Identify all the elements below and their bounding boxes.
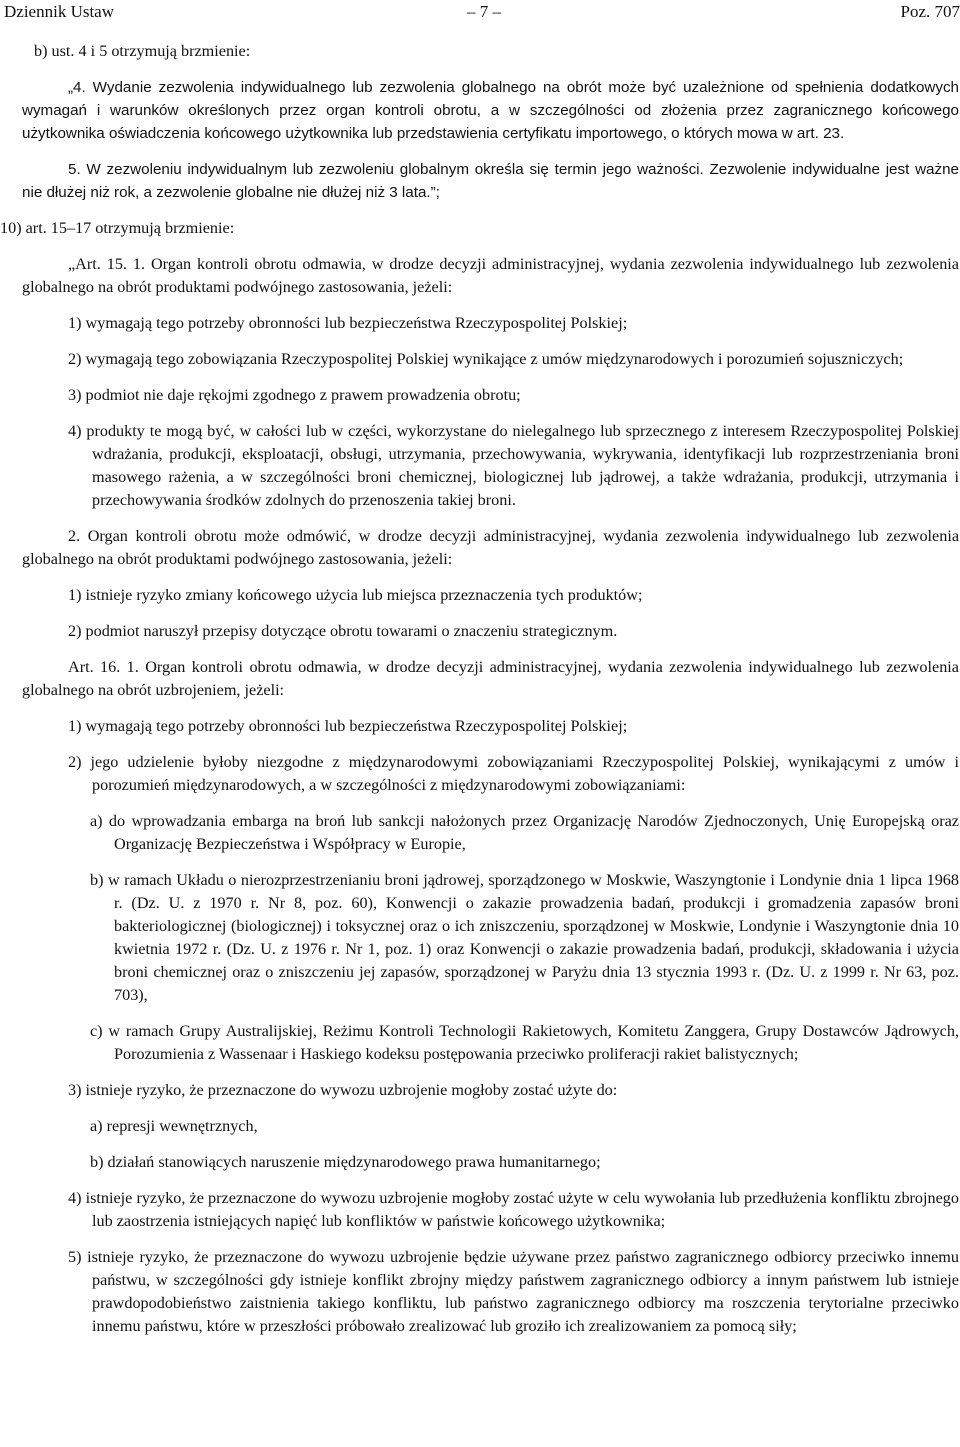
ust-4-text: „4. Wydanie zezwolenia indywidualnego lub zezwolenia globalnego na obrót może być uzależnione od spełnienia dodatkowych wymagań i warunków określonych przez organ kontroli obrotu, a w szczególności od złożenia przez zagranicznego końcowego użytkownika oświadczenia końcowego użytkownika lub przedstawienia certyfikatu importowego, o których mowa w art. 23.: [22, 79, 959, 142]
art-16-ust-1-pkt-3: 3) istnieje ryzyko, że przeznaczone do wywozu uzbrojenie mogłoby zostać użyte do:: [68, 1081, 618, 1099]
art-15-ust-1-pkt-1: 1) wymagają tego potrzeby obronności lub bezpieczeństwa Rzeczypospolitej Polskiej;: [68, 314, 628, 332]
art-16-pkt-2-lit-b: b) w ramach Układu o nierozprzestrzenianiu broni jądrowej, sporządzonego w Moskwie, Waszyngtonie i Londynie dnia 1 lipca 1968 r. (Dz. U. z 1970 r. Nr 8, poz. 60), Konwencji o zakazie prowadzenia badań, produkcji i gromadzenia zapasów broni bakteriologicznej (biologicznej) i toksycznej oraz o ich zniszczeniu, sporządzonej w Moskwie, Londynie i Waszyngtonie dnia 10 kwietnia 1972 r. (Dz. U. z 1976 r. Nr 1, poz. 1) oraz Konwencji o zakazie prowadzenia badań, produkcji, składowania i użycia broni chemicznej oraz o zniszczeniu jej zapasów, sporządzonej w Paryżu dnia 13 stycznia 1993 r. (Dz. U. z 1999 r. Nr 63, poz. 703),: [90, 871, 959, 1004]
document-body: [0, 40, 959, 1351]
art-15-ust-1-pkt-2: 2) wymagają tego zobowiązania Rzeczypospolitej Polskiej wynikające z umów międzynarodowych i porozumień sojuszniczych;: [68, 350, 904, 368]
art-15-ust-1-pkt-4: 4) produkty te mogą być, w całości lub w części, wykorzystane do nielegalnego lub sprzecznego z interesem Rzeczypospolitej Polskiej wdrażania, produkcji, eksploatacji, obsługi, utrzymania, przechowywania, wykrywania, identyfikacji lub rozprzestrzeniania broni masowego rażenia, a w szczególności broni chemicznej, biologicznej lub jądrowej, a także wdrażania, produkcji, utrzymania i przechowywania środków zdolnych do przenoszenia takiej broni.: [68, 422, 959, 509]
art-16-ust-1-pkt-4: 4) istnieje ryzyko, że przeznaczone do wywozu uzbrojenie mogłoby zostać użyte w celu wywołania lub przedłużenia konfliktu zbrojnego lub zaostrzenia istniejących napięć lub konfliktów w państwie końcowego użytkownika;: [68, 1189, 959, 1230]
art-16-ust-1-pkt-2: 2) jego udzielenie byłoby niezgodne z międzynarodowymi zobowiązaniami Rzeczypospolitej Polskiej, wynikającymi z umów i porozumień międzynarodowych, a w szczególności z międzynarodowymi zobowiązaniami:: [68, 753, 959, 794]
art-15-ust-2: 2. Organ kontroli obrotu może odmówić, w drodze decyzji administracyjnej, wydania zezwolenia indywidualnego lub zezwolenia globalnego na obrót produktami podwójnego zastosowania, jeżeli:: [22, 527, 959, 568]
amendment-intro-10: 10) art. 15–17 otrzymują brzmienie:: [0, 219, 235, 237]
amendment-intro-b: b) ust. 4 i 5 otrzymują brzmienie:: [34, 42, 251, 60]
position-number: Poz. 707: [900, 2, 960, 21]
art-16-pkt-3-lit-b: b) działań stanowiących naruszenie międzynarodowego prawa humanitarnego;: [90, 1153, 601, 1171]
art-16-ust-1-pkt-5: 5) istnieje ryzyko, że przeznaczone do wywozu uzbrojenie będzie używane przez państwo zagranicznego odbiorcy przeciwko innemu państwu, w szczególności gdy istnieje konflikt zbrojny między państwem zagranicznego odbiorcy a innym państwem lub istnieje prawdopodobieństwo zaistnienia takiego konfliktu, lub państwo zagranicznego odbiorcy ma roszczenia terytorialne przeciwko innemu państwu, które w przeszłości próbowało zrealizować lub groziło ich zrealizowaniem za pomocą siły;: [68, 1248, 959, 1335]
art-16-pkt-3-lit-a: a) represji wewnętrznych,: [90, 1117, 258, 1135]
ust-5-text: 5. W zezwoleniu indywidualnym lub zezwoleniu globalnym określa się termin jego ważności. Zezwolenie indywidualne jest ważne nie dłużej niż rok, a zezwolenie globalne nie dłużej niż 3 lata.”;: [22, 161, 959, 201]
page-header: [0, 2, 960, 24]
art-16-pkt-2-lit-a: a) do wprowadzania embarga na broń lub sankcji nałożonych przez Organizację Narodów Zjednoczonych, Unię Europejską oraz Organizację Bezpieczeństwa i Współpracy w Europie,: [90, 812, 959, 853]
art-16-ust-1: Art. 16. 1. Organ kontroli obrotu odmawia, w drodze decyzji administracyjnej, wydania zezwolenia indywidualnego lub zezwolenia globalnego na obrót uzbrojeniem, jeżeli:: [22, 658, 959, 699]
art-16-pkt-2-lit-c: c) w ramach Grupy Australijskiej, Reżimu Kontroli Technologii Rakietowych, Komitetu Zanggera, Grupy Dostawców Jądrowych, Porozumienia z Wassenaar i Haskiego kodeksu postępowania przeciwko proliferacji rakiet balistycznych;: [90, 1022, 959, 1063]
art-15-ust-2-pkt-1: 1) istnieje ryzyko zmiany końcowego użycia lub miejsca przeznaczenia tych produktów;: [68, 586, 643, 604]
art-15-ust-1: „Art. 15. 1. Organ kontroli obrotu odmawia, w drodze decyzji administracyjnej, wydania zezwolenia indywidualnego lub zezwolenia globalnego na obrót produktami podwójnego zastosowania, jeżeli:: [22, 255, 959, 296]
journal-title: Dziennik Ustaw: [4, 2, 115, 21]
art-15-ust-2-pkt-2: 2) podmiot naruszył przepisy dotyczące obrotu towarami o znaczeniu strategicznym.: [68, 622, 618, 640]
art-16-ust-1-pkt-1: 1) wymagają tego potrzeby obronności lub bezpieczeństwa Rzeczypospolitej Polskiej;: [68, 717, 628, 735]
art-15-ust-1-pkt-3: 3) podmiot nie daje rękojmi zgodnego z prawem prowadzenia obrotu;: [68, 386, 521, 404]
page-number: – 7 –: [467, 2, 501, 21]
